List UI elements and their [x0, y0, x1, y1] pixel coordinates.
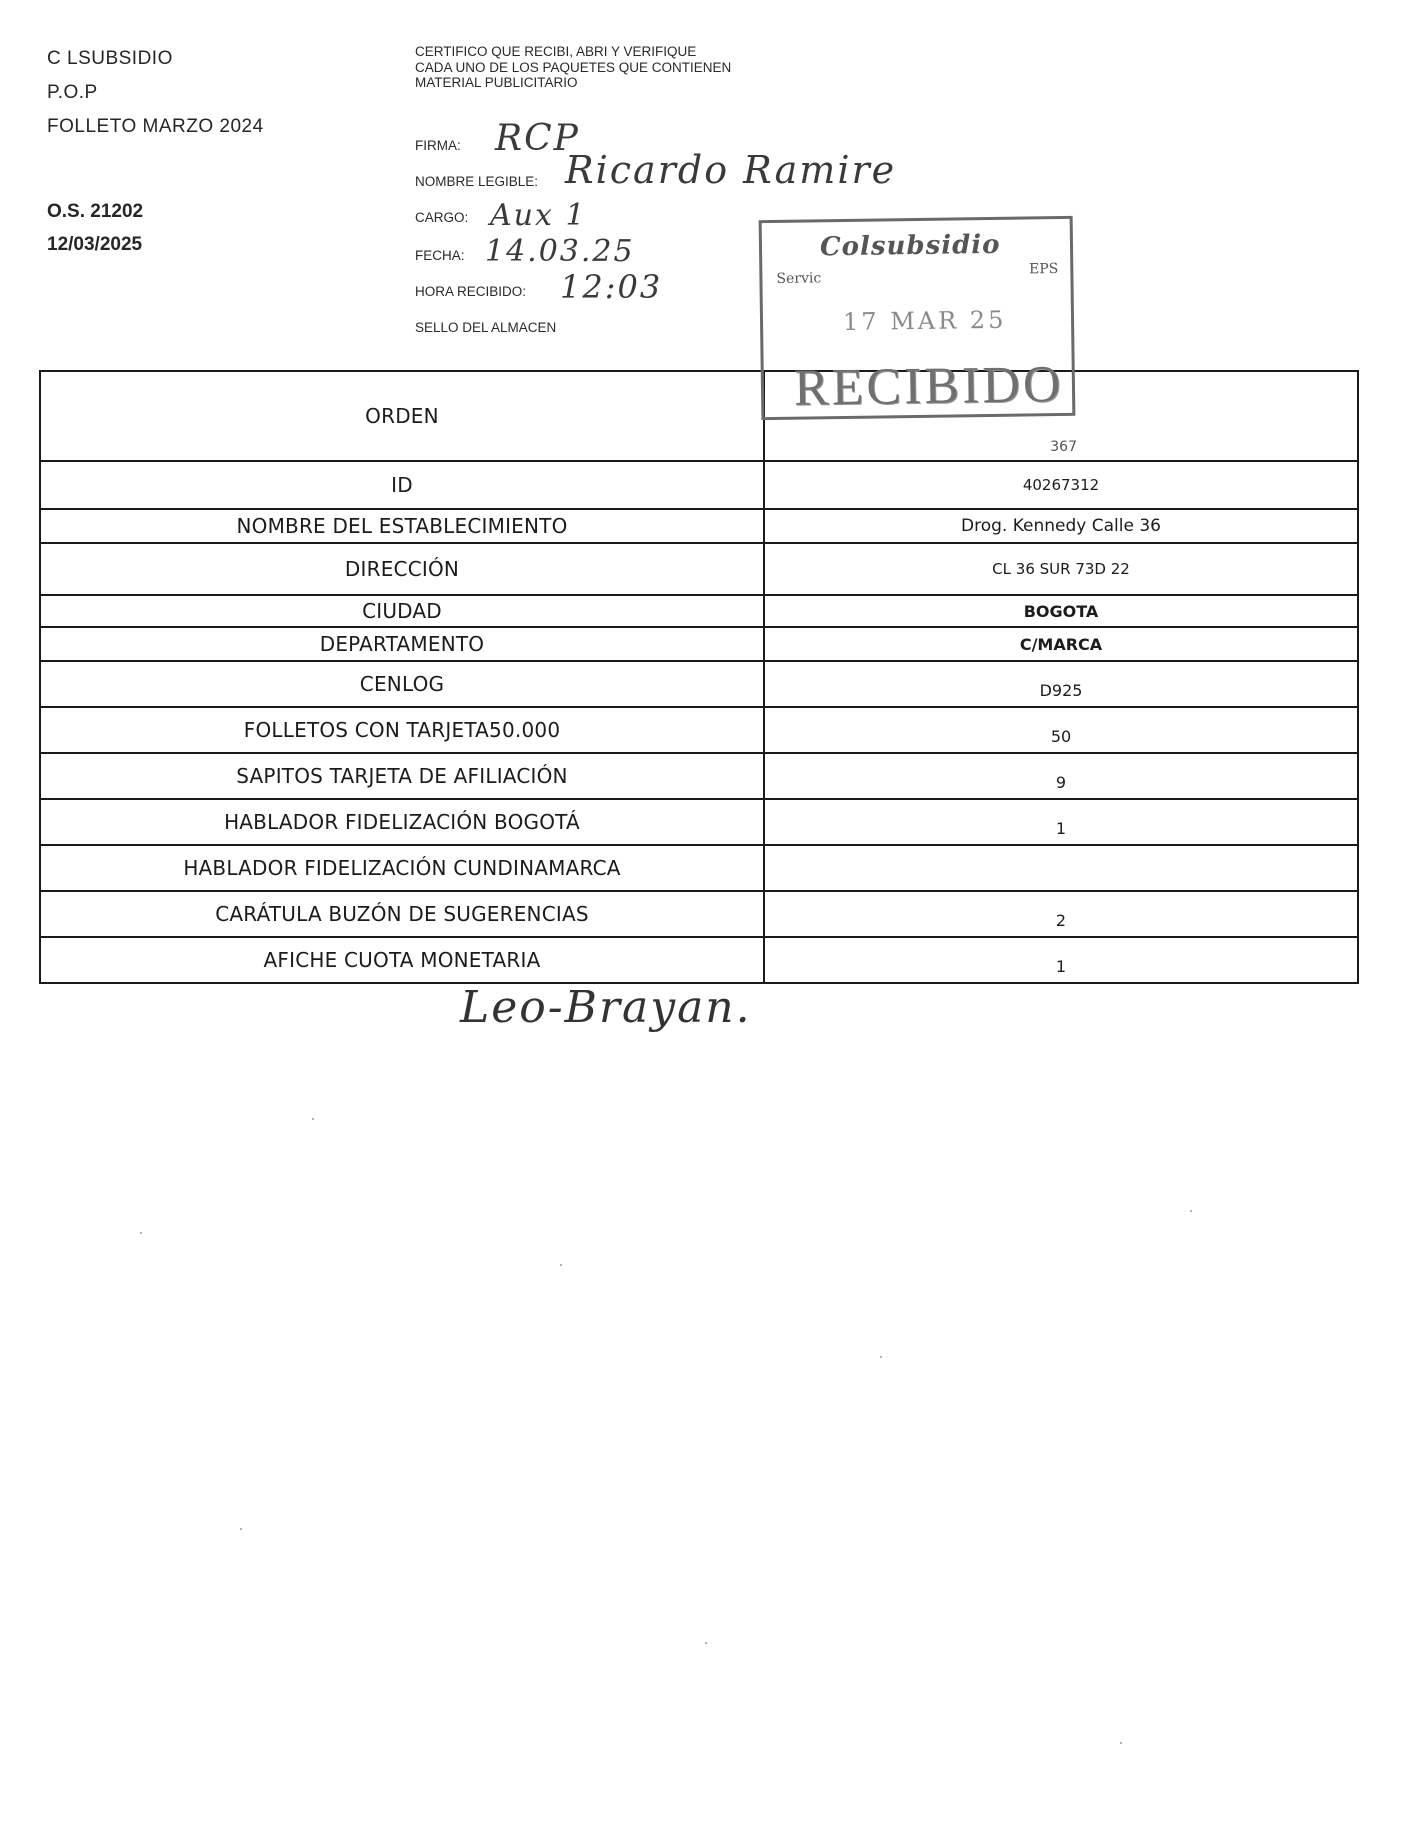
order-date: 12/03/2025: [47, 234, 143, 255]
stamp-left-text: Servic: [776, 270, 822, 287]
sello-label: SELLO DEL ALMACEN: [415, 320, 557, 335]
warehouse-stamp: [759, 216, 1076, 420]
scan-speck: [140, 1232, 142, 1234]
hora-label: HORA RECIBIDO:: [415, 284, 527, 299]
row-value: CL 36 SUR 73D 22: [764, 543, 1358, 595]
stamp-brand: Colsubsidio: [819, 229, 1001, 263]
table-row: [40, 799, 1358, 845]
nombre-label: NOMBRE LEGIBLE:: [415, 174, 539, 189]
table-row: [40, 707, 1358, 753]
scan-speck: [1120, 1742, 1122, 1744]
pop-label: P.O.P: [47, 82, 98, 103]
row-label: ID: [40, 461, 764, 509]
fecha-value: 14.03.25: [485, 234, 635, 269]
row-label: CENLOG: [40, 661, 764, 707]
row-label: FOLLETOS CON TARJETA50.000: [40, 707, 764, 753]
row-value: 9: [764, 753, 1358, 799]
row-value: [764, 845, 1358, 891]
cargo-label: CARGO:: [415, 210, 469, 225]
stamp-date: 17 MAR 25: [842, 305, 1007, 337]
table-row: [40, 845, 1358, 891]
scan-speck: [560, 1264, 562, 1266]
row-value: D925: [764, 661, 1358, 707]
hora-value: 12:03: [560, 268, 663, 306]
table-row: [40, 543, 1358, 595]
table-row: [40, 461, 1358, 509]
table-row: [40, 937, 1358, 983]
stamp-status: RECIBIDO: [793, 355, 1064, 417]
folleto-title: FOLLETO MARZO 2024: [47, 116, 264, 137]
row-label: CARÁTULA BUZÓN DE SUGERENCIAS: [40, 891, 764, 937]
scan-speck: [312, 1118, 314, 1120]
table-row: [40, 509, 1358, 543]
scan-speck: [1190, 1210, 1192, 1212]
row-label: SAPITOS TARJETA DE AFILIACIÓN: [40, 753, 764, 799]
stamp-right-text: EPS: [1028, 261, 1059, 278]
table-row: [40, 753, 1358, 799]
firma-signature: RCP: [495, 118, 580, 159]
table-row: [40, 371, 1358, 461]
row-label: DEPARTAMENTO: [40, 627, 764, 661]
row-label: AFICHE CUOTA MONETARIA: [40, 937, 764, 983]
row-value: 50: [764, 707, 1358, 753]
scan-speck: [880, 1356, 882, 1358]
row-label: HABLADOR FIDELIZACIÓN BOGOTÁ: [40, 799, 764, 845]
row-label: ORDEN: [40, 371, 764, 461]
nombre-value: Ricardo Ramire: [565, 148, 897, 192]
row-value: Drog. Kennedy Calle 36: [764, 509, 1358, 543]
fecha-label: FECHA:: [415, 248, 465, 263]
company-name: C LSUBSIDIO: [47, 48, 173, 69]
row-value: 1: [764, 937, 1358, 983]
table-row: [40, 595, 1358, 627]
certification-text: CERTIFICO QUE RECIBI, ABRI Y VERIFIQUE CADA UNO DE LOS PAQUETES QUE CONTIENEN MATERIAL PUBLICITARIO: [415, 44, 732, 90]
row-value: 40267312: [764, 461, 1358, 509]
table-row: [40, 627, 1358, 661]
row-label: NOMBRE DEL ESTABLECIMIENTO: [40, 509, 764, 543]
row-value: 2: [764, 891, 1358, 937]
scan-speck: [705, 1642, 707, 1644]
stamp-number: 367: [1050, 439, 1077, 455]
order-table: [39, 370, 1359, 984]
table-row: [40, 891, 1358, 937]
table-row: [40, 661, 1358, 707]
handwritten-signature: Leo-Brayan.: [460, 982, 752, 1033]
order-number: O.S. 21202: [47, 201, 144, 222]
scan-speck: [240, 1528, 242, 1530]
row-value: BOGOTA: [764, 595, 1358, 627]
row-label: CIUDAD: [40, 595, 764, 627]
row-label: HABLADOR FIDELIZACIÓN CUNDINAMARCA: [40, 845, 764, 891]
row-value: C/MARCA: [764, 627, 1358, 661]
row-label: DIRECCIÓN: [40, 543, 764, 595]
firma-label: FIRMA:: [415, 138, 461, 153]
row-value: 1: [764, 799, 1358, 845]
cargo-value: Aux 1: [490, 198, 587, 233]
